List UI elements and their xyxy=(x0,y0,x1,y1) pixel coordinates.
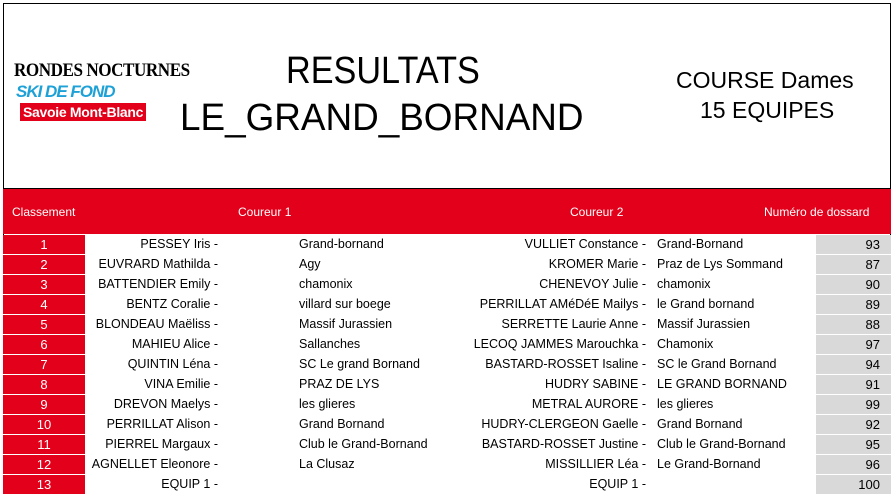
runner-2-club: Grand-Bornand xyxy=(657,237,744,251)
rank-cell: 4 xyxy=(3,295,85,314)
runner-2-name: KROMER Marie - xyxy=(548,257,646,271)
bib-number: 94 xyxy=(816,355,891,374)
runner-1-club: Grand-bornand xyxy=(299,237,384,251)
event-logo xyxy=(12,60,190,130)
table-row xyxy=(3,295,891,315)
logo-line-1: RONDES NOCTURNES xyxy=(14,60,190,81)
header-coureur-1: Coureur 1 xyxy=(238,205,292,219)
table-row xyxy=(3,415,891,435)
runner-2-club: Praz de Lys Sommand xyxy=(657,257,783,271)
runners-cell xyxy=(85,295,816,314)
header-coureur-2: Coureur 2 xyxy=(570,205,624,219)
runner-1-club: Grand Bornand xyxy=(299,417,385,431)
bib-number: 87 xyxy=(816,255,891,274)
runners-cell xyxy=(85,255,816,274)
runner-2-name: PERRILLAT AMéDéE Mailys - xyxy=(479,297,646,311)
header-dossard: Numéro de dossard xyxy=(764,205,870,219)
course-label: COURSE Dames xyxy=(676,67,854,93)
rank-cell: 5 xyxy=(3,315,85,334)
runners-cell xyxy=(85,355,816,374)
bib-number: 89 xyxy=(816,295,891,314)
runner-1-name: PESSEY Iris - xyxy=(140,237,218,251)
runner-1-name: VINA Emilie - xyxy=(144,377,218,391)
header-classement: Classement xyxy=(12,205,76,219)
runner-2-club: Le Grand-Bornand xyxy=(657,457,761,471)
bib-number: 96 xyxy=(816,455,891,474)
page-subtitle: LE_GRAND_BORNAND xyxy=(180,97,584,139)
table-row xyxy=(3,255,891,275)
results-table xyxy=(3,235,891,495)
runner-2-name: VULLIET Constance - xyxy=(524,237,646,251)
bib-number: 92 xyxy=(816,415,891,434)
runners-cell xyxy=(85,455,816,474)
rank-cell: 8 xyxy=(3,375,85,394)
rank-cell: 11 xyxy=(3,435,85,454)
runners-cell xyxy=(85,275,816,294)
team-count: 15 EQUIPES xyxy=(700,97,835,123)
bib-number: 95 xyxy=(816,435,891,454)
table-row xyxy=(3,355,891,375)
runner-1-name: EUVRARD Mathilda - xyxy=(98,257,218,271)
runner-1-name: AGNELLET Eleonore - xyxy=(91,457,218,471)
runner-2-name: LECOQ JAMMES Marouchka - xyxy=(473,337,646,351)
runner-2-club: les glieres xyxy=(657,397,714,411)
runner-2-club: chamonix xyxy=(657,277,711,291)
runner-1-club: Agy xyxy=(299,257,321,271)
runner-2-club: le Grand bornand xyxy=(657,297,755,311)
runners-cell xyxy=(85,435,816,454)
rank-cell: 1 xyxy=(3,235,85,254)
runner-2-name: HUDRY SABINE - xyxy=(545,377,646,391)
runner-2-name: CHENEVOY Julie - xyxy=(539,277,646,291)
runners-cell xyxy=(85,395,816,414)
rank-cell: 3 xyxy=(3,275,85,294)
runner-1-club: villard sur boege xyxy=(299,297,391,311)
rank-cell: 12 xyxy=(3,455,85,474)
runner-1-name: EQUIP 1 - xyxy=(161,477,218,491)
table-row xyxy=(3,375,891,395)
runner-1-name: PERRILLAT Alison - xyxy=(106,417,218,431)
runner-1-club: chamonix xyxy=(299,277,353,291)
runner-2-club: Chamonix xyxy=(657,337,714,351)
runner-2-name: BASTARD-ROSSET Justine - xyxy=(481,437,646,451)
runner-1-name: DREVON Maelys - xyxy=(113,397,218,411)
runner-1-name: QUINTIN Léna - xyxy=(127,357,218,371)
runner-2-name: BASTARD-ROSSET Isaline - xyxy=(485,357,646,371)
logo-line-2: SKI DE FOND xyxy=(16,82,115,101)
rank-cell: 13 xyxy=(3,475,85,494)
page-title: RESULTATS xyxy=(286,50,480,92)
runner-1-club: Sallanches xyxy=(299,337,361,351)
table-row xyxy=(3,315,891,335)
runner-2-club: Club le Grand-Bornand xyxy=(657,437,786,451)
bib-number: 99 xyxy=(816,395,891,414)
runner-2-name: EQUIP 1 - xyxy=(589,477,646,491)
runner-1-name: BENTZ Coralie - xyxy=(126,297,218,311)
runners-cell xyxy=(85,335,816,354)
rank-cell: 6 xyxy=(3,335,85,354)
runner-1-club: SC Le grand Bornand xyxy=(299,357,420,371)
table-row xyxy=(3,475,891,495)
table-row xyxy=(3,335,891,355)
runner-2-club: SC le Grand Bornand xyxy=(657,357,777,371)
runner-2-name: MISSILLIER Léa - xyxy=(545,457,646,471)
runner-2-name: HUDRY-CLERGEON Gaelle - xyxy=(481,417,646,431)
runner-2-club: LE GRAND BORNAND xyxy=(657,377,787,391)
runners-cell xyxy=(85,235,816,254)
bib-number: 90 xyxy=(816,275,891,294)
table-row xyxy=(3,235,891,255)
runner-2-name: METRAL AURORE - xyxy=(531,397,646,411)
logo-line-3: Savoie Mont-Blanc xyxy=(20,103,146,121)
bib-number: 100 xyxy=(816,475,891,494)
runner-1-name: MAHIEU Alice - xyxy=(131,337,218,351)
runner-1-club: Club le Grand-Bornand xyxy=(299,437,428,451)
runner-1-name: BATTENDIER Emily - xyxy=(98,277,218,291)
rank-cell: 9 xyxy=(3,395,85,414)
bib-number: 91 xyxy=(816,375,891,394)
table-row xyxy=(3,435,891,455)
bib-number: 93 xyxy=(816,235,891,254)
table-row xyxy=(3,455,891,475)
table-row xyxy=(3,275,891,295)
runner-2-club: Grand Bornand xyxy=(657,417,743,431)
table-row xyxy=(3,395,891,415)
rank-cell: 2 xyxy=(3,255,85,274)
rank-cell: 7 xyxy=(3,355,85,374)
runner-2-name: SERRETTE Laurie Anne - xyxy=(501,317,646,331)
runner-1-club: Massif Jurassien xyxy=(299,317,393,331)
runner-2-club: Massif Jurassien xyxy=(657,317,751,331)
table-header xyxy=(3,188,891,234)
bib-number: 88 xyxy=(816,315,891,334)
runners-cell xyxy=(85,315,816,334)
runners-cell xyxy=(85,375,816,394)
runner-1-club: PRAZ DE LYS xyxy=(299,377,380,391)
runner-1-club: La Clusaz xyxy=(299,457,355,471)
runners-cell xyxy=(85,475,816,494)
rank-cell: 10 xyxy=(3,415,85,434)
bib-number: 97 xyxy=(816,335,891,354)
runner-1-name: BLONDEAU Maëliss - xyxy=(95,317,218,331)
runner-1-club: les glieres xyxy=(299,397,356,411)
runner-1-name: PIERREL Margaux - xyxy=(105,437,218,451)
runners-cell xyxy=(85,415,816,434)
